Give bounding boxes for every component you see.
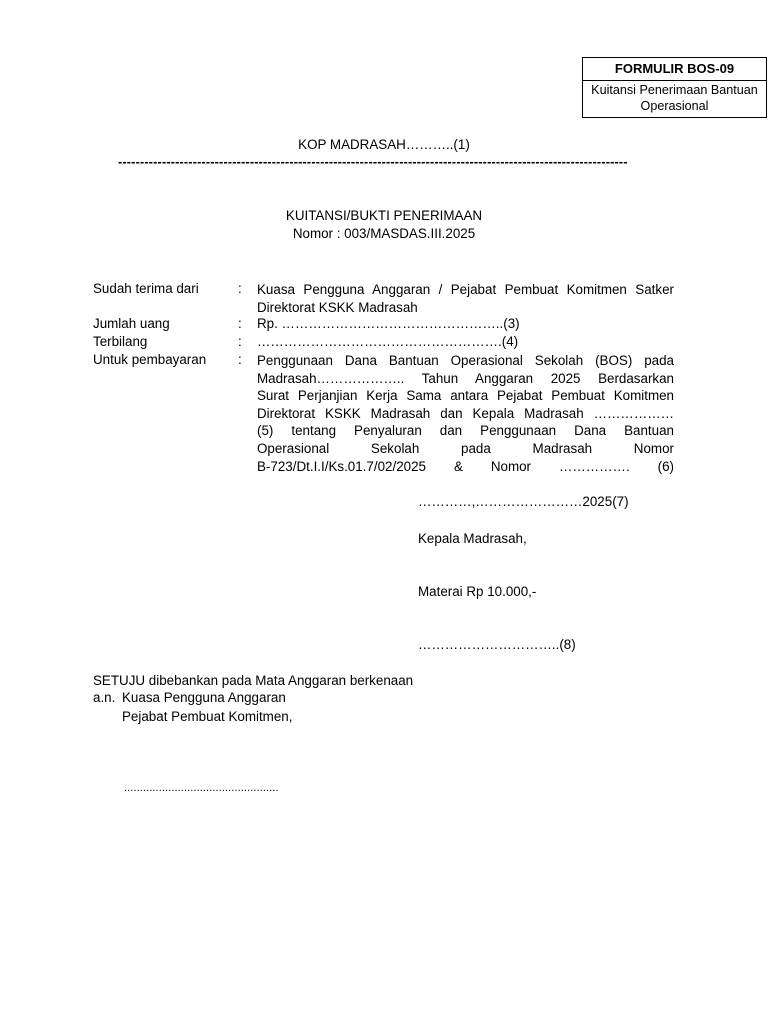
approval-name-line: .................................................	[124, 782, 279, 794]
amount-colon: :	[238, 316, 242, 331]
approval-prefix: a.n.	[93, 690, 116, 705]
purpose-line: B-723/Dt.I.I/Ks.01.7/02/2025 & Nomor ……………. (6)	[257, 458, 674, 474]
in-words-colon: :	[238, 334, 242, 349]
stamp-duty-note: Materai Rp 10.000,-	[418, 584, 537, 599]
amount-value: Rp. …………………………………………..(3)	[257, 316, 520, 331]
purpose-colon: :	[238, 352, 242, 367]
purpose-line: Direktorat KSKK Madrasah dan Kepala Madrasah ………………	[257, 405, 674, 421]
form-subtitle-line1: Kuitansi Penerimaan Bantuan	[591, 83, 758, 97]
received-from-value	[257, 281, 674, 316]
form-code: FORMULIR BOS-09	[583, 58, 766, 81]
form-subtitle-line2: Operasional	[640, 99, 709, 113]
signature-name-line: …………………………..(8)	[418, 637, 576, 652]
letterhead-placeholder: KOP MADRASAH………..(1)	[298, 137, 470, 152]
purpose-value	[257, 352, 674, 475]
form-code-box	[582, 57, 767, 118]
signature-date-line: …………,……………………2025(7)	[418, 494, 629, 509]
purpose-line: Penggunaan Dana Bantuan Operasional Sekolah (BOS) pada	[257, 353, 674, 368]
document-title: KUITANSI/BUKTI PENERIMAAN	[285, 208, 483, 223]
purpose-line: Madrasah……………….. Tahun Anggaran 2025 Berdasarkan	[257, 370, 674, 386]
amount-label: Jumlah uang	[93, 316, 170, 331]
form-subtitle	[583, 81, 766, 114]
signature-role: Kepala Madrasah,	[418, 531, 527, 546]
received-from-line: Direktorat KSKK Madrasah	[257, 299, 418, 315]
document-number: Nomor : 003/MASDAS.III.2025	[292, 226, 476, 241]
purpose-line: Operasional Sekolah pada Madrasah Nomor	[257, 440, 674, 456]
approval-authority: Kuasa Pengguna Anggaran	[122, 690, 286, 705]
in-words-value: ……………………………………………….(4)	[257, 334, 519, 349]
purpose-line: (5) tentang Penyaluran dan Penggunaan Dana Bantuan	[257, 423, 674, 439]
received-from-line: Kuasa Pengguna Anggaran / Pejabat Pembuat Komitmen Satker	[257, 282, 674, 297]
purpose-line: Surat Perjanjian Kerja Sama antara Pejabat Pembuat Komitmen	[257, 388, 674, 404]
approval-statement: SETUJU dibebankan pada Mata Anggaran berkenaan	[93, 673, 414, 688]
in-words-label: Terbilang	[93, 334, 148, 349]
approval-officer-title: Pejabat Pembuat Komitmen,	[122, 709, 293, 724]
purpose-label: Untuk pembayaran	[93, 352, 207, 367]
letterhead-separator: --------------------------------------------------------------------------------------------------------------------	[118, 155, 628, 169]
received-from-colon: :	[238, 281, 242, 296]
received-from-label: Sudah terima dari	[93, 281, 199, 296]
